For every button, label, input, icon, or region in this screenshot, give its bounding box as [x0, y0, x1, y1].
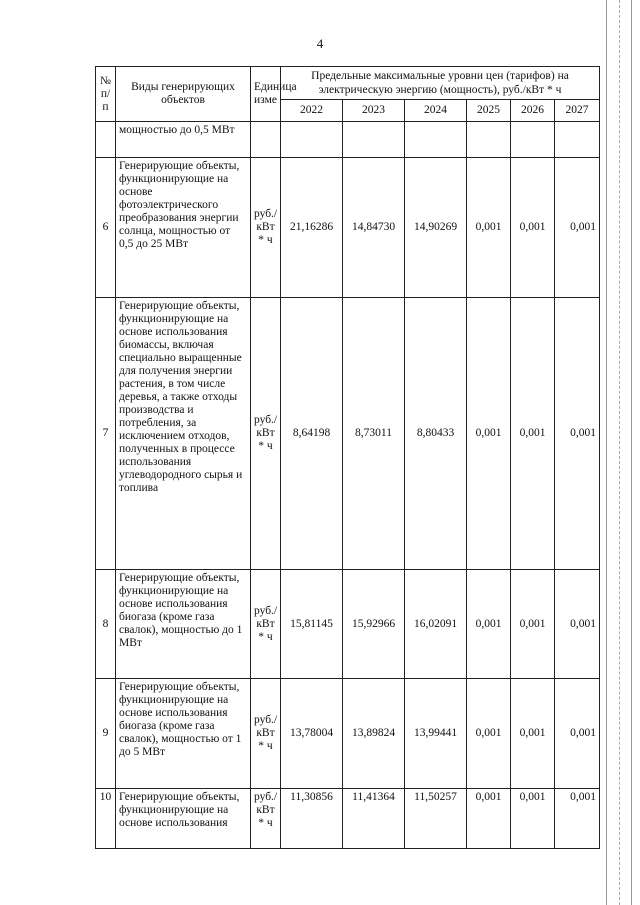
row-value: 11,41364 — [343, 789, 405, 849]
row-num: 6 — [96, 158, 116, 298]
header-year: 2022 — [281, 100, 343, 122]
row-value: 0,001 — [467, 789, 511, 849]
row-object-type: Генерирующие объекты, функционирующие на основе фотоэлектрического преобразования энергии солнца, мощностью от 0,5 до 25 МВт — [116, 158, 251, 298]
row-value: 21,16286 — [281, 158, 343, 298]
row-value: 0,001 — [511, 570, 555, 679]
row-value: 0,001 — [511, 298, 555, 570]
header-year: 2025 — [467, 100, 511, 122]
tariff-table — [95, 66, 600, 849]
table-row — [96, 298, 600, 570]
row-num — [96, 122, 116, 158]
row-value: 13,89824 — [343, 679, 405, 789]
row-value: 16,02091 — [405, 570, 467, 679]
table-row — [96, 679, 600, 789]
header-prices-caption: Предельные максимальные уровни цен (тарифов) на электрическую энергию (мощность), руб./кВт * ч — [281, 67, 600, 100]
row-value: 0,001 — [511, 158, 555, 298]
header-year: 2026 — [511, 100, 555, 122]
row-object-type: Генерирующие объекты, функционирующие на основе использования биомассы, включая специально выращенные для получения энергии растения, в том числе деревья, а также отходы производства и потребления, за исключением отходов, полученных в процессе использования углеводородного сырья и топлива — [116, 298, 251, 570]
row-value: 8,64198 — [281, 298, 343, 570]
row-value: 13,99441 — [405, 679, 467, 789]
row-unit: руб./ кВт * ч — [251, 679, 281, 789]
row-value: 0,001 — [555, 789, 600, 849]
row-value: 11,50257 — [405, 789, 467, 849]
row-object-type: Генерирующие объекты, функционирующие на основе использования биогаза (кроме газа свалок), мощностью от 1 до 5 МВт — [116, 679, 251, 789]
row-value: 0,001 — [511, 679, 555, 789]
table-row — [96, 122, 600, 158]
row-unit: руб./ кВт * ч — [251, 789, 281, 849]
table-row — [96, 789, 600, 849]
row-value: 8,80433 — [405, 298, 467, 570]
page-number: 4 — [316, 36, 324, 51]
row-unit — [251, 122, 281, 158]
row-unit: руб./ кВт * ч — [251, 158, 281, 298]
row-num: 7 — [96, 298, 116, 570]
row-value — [467, 122, 511, 158]
scan-edge-line — [631, 0, 632, 905]
row-value: 11,30856 — [281, 789, 343, 849]
header-num: № п/п — [96, 67, 116, 122]
row-value: 0,001 — [555, 570, 600, 679]
scan-edge-line — [619, 0, 620, 905]
row-value: 0,001 — [467, 298, 511, 570]
row-value: 14,84730 — [343, 158, 405, 298]
header-year: 2027 — [555, 100, 600, 122]
row-value: 0,001 — [555, 298, 600, 570]
table-row — [96, 570, 600, 679]
row-unit: руб./ кВт * ч — [251, 298, 281, 570]
row-value — [405, 122, 467, 158]
row-value: 15,81145 — [281, 570, 343, 679]
row-value: 8,73011 — [343, 298, 405, 570]
row-value — [281, 122, 343, 158]
row-value: 0,001 — [555, 158, 600, 298]
row-num: 9 — [96, 679, 116, 789]
header-object-type: Виды генерирующих объектов — [116, 67, 251, 122]
row-value: 13,78004 — [281, 679, 343, 789]
row-value: 0,001 — [555, 679, 600, 789]
row-value: 0,001 — [467, 679, 511, 789]
row-value: 0,001 — [467, 570, 511, 679]
row-value: 14,90269 — [405, 158, 467, 298]
row-object-type: Генерирующие объекты, функционирующие на основе использования — [116, 789, 251, 849]
row-num: 8 — [96, 570, 116, 679]
scan-edge-line — [606, 0, 607, 905]
row-unit: руб./ кВт * ч — [251, 570, 281, 679]
row-value: 15,92966 — [343, 570, 405, 679]
row-value: 0,001 — [467, 158, 511, 298]
row-value: 0,001 — [511, 789, 555, 849]
header-year: 2023 — [343, 100, 405, 122]
row-object-type: мощностью до 0,5 МВт — [116, 122, 251, 158]
row-object-type: Генерирующие объекты, функционирующие на основе использования биогаза (кроме газа свалок), мощностью до 1 МВт — [116, 570, 251, 679]
header-year: 2024 — [405, 100, 467, 122]
row-value — [555, 122, 600, 158]
header-unit: Единица изме — [251, 67, 281, 122]
row-value — [511, 122, 555, 158]
row-num: 10 — [96, 789, 116, 849]
table-row — [96, 158, 600, 298]
row-value — [343, 122, 405, 158]
